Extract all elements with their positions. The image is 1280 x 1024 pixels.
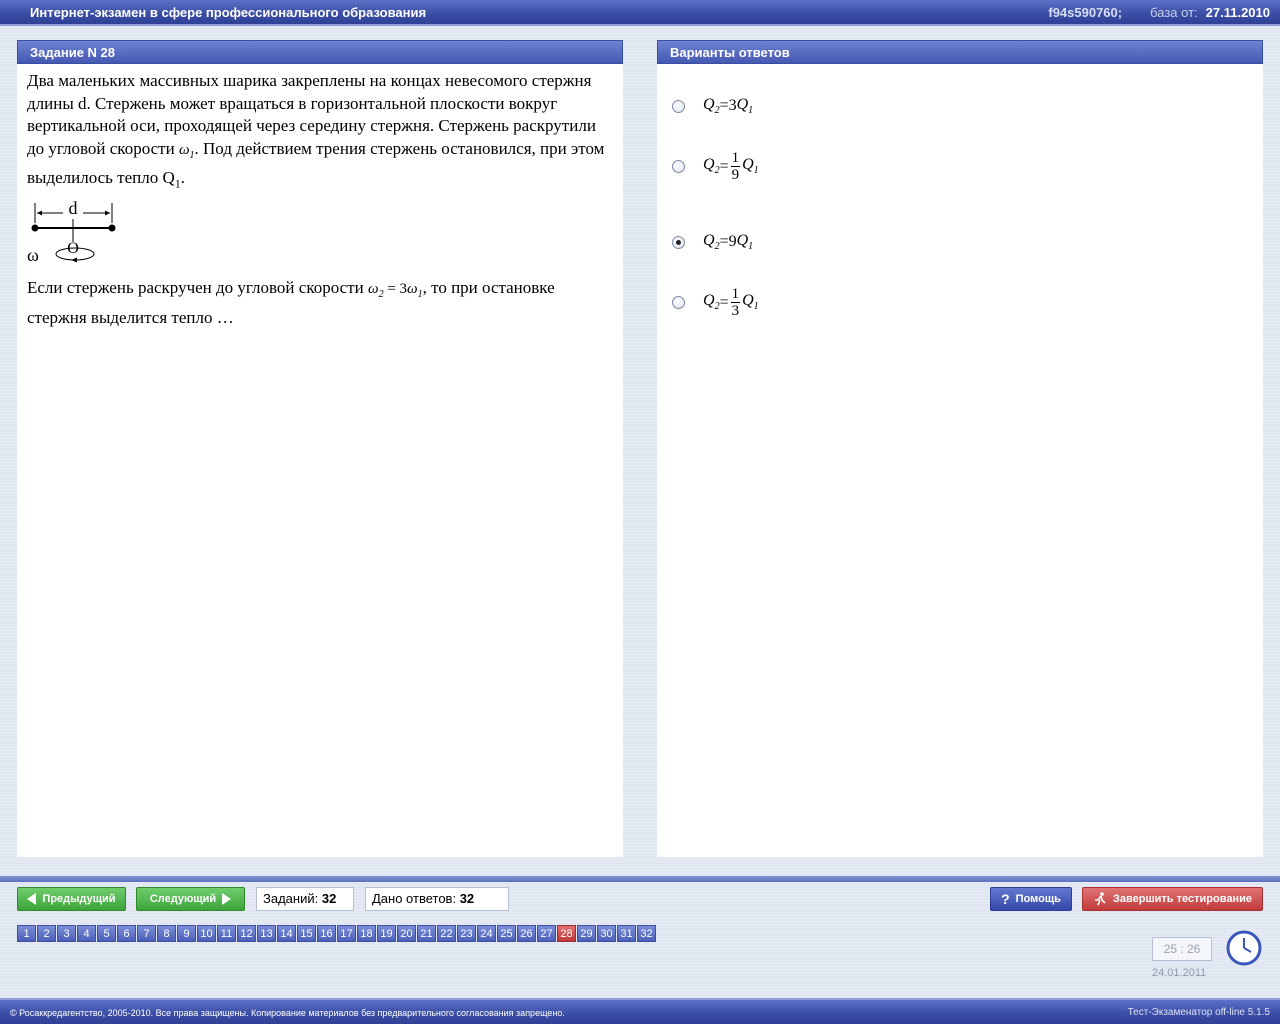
footer-bar	[0, 998, 1280, 1024]
base-date: 27.11.2010	[1205, 5, 1270, 20]
rod-figure	[27, 197, 613, 274]
version-text: Тест-Экзаменатор off-line 5.1.5	[1127, 1007, 1270, 1018]
answer-option-2[interactable]	[672, 150, 759, 183]
answer-formula-2: $Q_2$ = $\frac{1}{9}$ $Q_1$	[703, 150, 759, 183]
omega2-symbol: $\omega_2$	[367, 281, 384, 301]
answer-radio-4[interactable]	[672, 296, 685, 309]
arrow-right-icon	[222, 893, 231, 905]
answers-header: Варианты ответов	[657, 40, 1263, 64]
page-button[interactable]: 9	[177, 925, 196, 942]
omega-equation: = $3\omega_1$	[383, 281, 423, 301]
answers-panel	[657, 40, 1263, 857]
copyright-text: © Росаккредагентство, 2005-2010. Все права защищены. Копирование материалов без предварительного согласования запрещено.	[10, 1008, 565, 1018]
figure-label-d: d	[68, 197, 78, 218]
question-part1: Если стержень раскручен до угловой скорости	[27, 278, 364, 298]
answer-formula-4: $Q_2$ = $\frac{1}{3}$ $Q_1$	[703, 286, 759, 319]
bottom-divider	[0, 876, 1280, 882]
page-button[interactable]: 2	[37, 925, 56, 942]
task-text-part1: Два маленьких массивных шарика закреплены на концах невесомого стержня длины d. Стержень может вращаться в горизонтальной плоскости вокруг вертикальной оси, проходящей через середину стержня. Стержень раскрутили до угловой скорости	[27, 71, 596, 158]
page-button[interactable]: 31	[617, 925, 636, 942]
page-button[interactable]: 11	[217, 925, 236, 942]
task-header: Задание N 28	[17, 40, 623, 64]
page-button[interactable]: 32	[637, 925, 656, 942]
page-button[interactable]: 29	[577, 925, 596, 942]
page-button-current[interactable]: 28	[557, 925, 576, 942]
title-bar-info	[1048, 5, 1270, 20]
page-button[interactable]: 4	[77, 925, 96, 942]
page-button[interactable]: 20	[397, 925, 416, 942]
base-date-label: база от:	[1150, 5, 1198, 20]
answer-option-1[interactable]	[672, 96, 753, 116]
page-button[interactable]: 15	[297, 925, 316, 942]
page-button[interactable]: 8	[157, 925, 176, 942]
page-button[interactable]: 26	[517, 925, 536, 942]
page-button[interactable]: 22	[437, 925, 456, 942]
page-button[interactable]: 14	[277, 925, 296, 942]
app-title: Интернет-экзамен в сфере профессионального образования	[30, 5, 427, 20]
page-button[interactable]: 24	[477, 925, 496, 942]
page-button[interactable]: 18	[357, 925, 376, 942]
rod-diagram	[27, 197, 147, 267]
figure-label-omega: ω	[27, 244, 39, 265]
page-button[interactable]: 27	[537, 925, 556, 942]
current-date: 24.01.2011	[1152, 967, 1207, 979]
question-part2: , то при остановке стержня выделится тепло …	[27, 278, 555, 327]
task-text: Два маленьких массивных шарика закреплены на концах невесомого стержня длины d. Стержень может вращаться в горизонтальной плоскости вокруг вертикальной оси, проходящей через середину стержня. Стержень раскрутили до угловой скорости $\omega_1$. Под действием трения стержень остановился, при этом выделилось тепло $Q_1$. d O ω Если стержень раскручен до угловой скорости $\omega_2 = 3\omega_1$, то при остановке стержня выделится тепло …	[17, 64, 623, 335]
page-button[interactable]: 13	[257, 925, 276, 942]
running-man-icon	[1093, 892, 1107, 906]
page-button[interactable]: 19	[377, 925, 396, 942]
arrow-left-icon	[27, 893, 36, 905]
page-button[interactable]: 23	[457, 925, 476, 942]
page-button[interactable]: 25	[497, 925, 516, 942]
help-button[interactable]: ? Помощь	[990, 887, 1072, 911]
page-button[interactable]: 30	[597, 925, 616, 942]
answer-radio-3-selected[interactable]	[672, 236, 685, 249]
page-button[interactable]: 5	[97, 925, 116, 942]
task-text-part2: . Под действием трения стержень остановился, при этом выделилось тепло Q	[27, 138, 605, 187]
prev-button[interactable]: Предыдущий	[17, 887, 126, 911]
answer-radio-1[interactable]	[672, 100, 685, 113]
question-mark-icon: ?	[1001, 891, 1010, 907]
omega1-symbol: $\omega_1$	[178, 141, 195, 161]
page-button[interactable]: 17	[337, 925, 356, 942]
q1-subscript: 1	[174, 176, 181, 191]
answer-radio-2[interactable]	[672, 160, 685, 173]
page-button[interactable]: 6	[117, 925, 136, 942]
title-bar	[0, 0, 1280, 26]
answered-counter: Дано ответов: 32	[365, 887, 509, 911]
figure-label-o: O	[67, 239, 79, 257]
page-button[interactable]: 3	[57, 925, 76, 942]
answer-option-3[interactable]	[672, 232, 753, 252]
clock-icon	[1226, 930, 1262, 966]
page-button[interactable]: 10	[197, 925, 216, 942]
page-button[interactable]: 21	[417, 925, 436, 942]
answer-option-4[interactable]	[672, 286, 759, 319]
answer-formula-1: $Q_2$ = 3 $Q_1$	[703, 96, 754, 117]
page-button[interactable]: 16	[317, 925, 336, 942]
timer-display: 25 : 26	[1152, 937, 1212, 961]
page-button[interactable]: 12	[237, 925, 256, 942]
next-button[interactable]: Следующий	[136, 887, 245, 911]
question-pager	[17, 925, 656, 942]
task-panel	[17, 40, 623, 857]
page-button[interactable]: 7	[137, 925, 156, 942]
session-id: f94s590760;	[1048, 5, 1123, 20]
finish-test-button[interactable]: Завершить тестирование	[1082, 887, 1263, 911]
page-button[interactable]: 1	[17, 925, 36, 942]
tasks-counter: Заданий: 32	[256, 887, 354, 911]
answer-formula-3: $Q_2$ = 9 $Q_1$	[703, 232, 754, 253]
